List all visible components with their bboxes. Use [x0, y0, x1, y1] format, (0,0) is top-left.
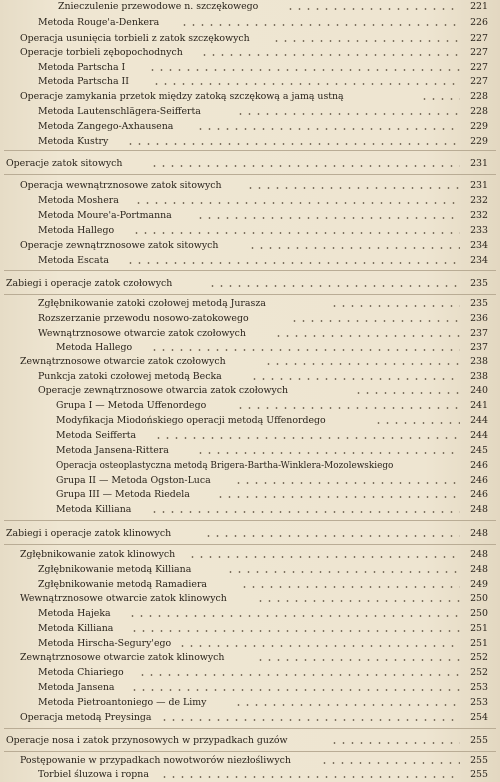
toc-entry [0, 735, 500, 747]
dot-leader [204, 535, 460, 537]
toc-entry [0, 504, 500, 516]
toc-entry [0, 33, 500, 45]
entry-title: Metoda Jansena [38, 682, 115, 693]
entry-title: Metoda Moshera [38, 195, 119, 206]
page-number: 244 [470, 415, 488, 426]
entry-title: Metoda Killiana [56, 504, 132, 515]
page-number: 235 [470, 298, 488, 309]
entry-title: Metoda Hallego [38, 225, 115, 236]
entry-title: Operacja metodą Preysinga [20, 712, 152, 723]
entry-title: Metoda Chiariego [38, 667, 124, 678]
page-number: 248 [470, 504, 488, 515]
dot-leader [274, 335, 460, 337]
toc-entry [0, 1, 500, 13]
page-number: 238 [470, 371, 488, 382]
toc-entry [0, 106, 500, 118]
dot-leader [150, 165, 460, 167]
dot-leader [188, 556, 460, 558]
page-number: 229 [470, 136, 488, 147]
entry-title: Operacja usunięcia torbieli z zatok szczękowych [20, 33, 250, 44]
page-number: 231 [470, 180, 488, 191]
page-number: 249 [470, 579, 488, 590]
toc-entry [0, 564, 500, 576]
dot-leader [330, 742, 460, 744]
dot-leader [150, 511, 460, 513]
toc-entry [0, 549, 500, 561]
toc-entry [0, 342, 500, 354]
dot-leader [130, 689, 460, 691]
entry-title: Metoda Partscha II [38, 76, 129, 87]
dot-leader [208, 285, 460, 287]
page-number: 233 [470, 225, 488, 236]
entry-title: Metoda Lautenschlägera-Seifferta [38, 106, 201, 117]
dot-leader [196, 452, 460, 454]
entry-title: Grupa III — Metoda Riedela [56, 489, 190, 500]
toc-entry [0, 755, 500, 767]
toc-entry [0, 158, 500, 170]
page-number: 236 [470, 313, 488, 324]
entry-title: Postępowanie w przypadkach nowotworów niezłośliwych [20, 755, 291, 766]
page-number: 238 [470, 356, 488, 367]
toc-entry [0, 210, 500, 222]
dot-leader [246, 187, 460, 189]
toc-entry [0, 195, 500, 207]
dot-leader [148, 69, 460, 71]
page-number: 253 [470, 697, 488, 708]
page-number: 251 [470, 638, 488, 649]
entry-title: Torbiel śluzowa i ropna [38, 769, 149, 780]
toc-entry [0, 667, 500, 679]
page-number: 227 [470, 76, 488, 87]
toc-entry [0, 76, 500, 88]
entry-title: Modyfikacja Miodońskiego operacji metodą Uffenordego [56, 415, 326, 426]
entry-title: Zewnątrznosowe otwarcie zatok czołowych [20, 356, 226, 367]
page-number: 237 [470, 342, 488, 353]
dot-leader [234, 482, 460, 484]
dot-leader [264, 363, 460, 365]
entry-title: Operacje torbieli zębopochodnych [20, 47, 183, 58]
toc-entry [0, 528, 500, 540]
page-number: 255 [470, 735, 488, 746]
page-number: 254 [470, 712, 488, 723]
entry-title: Zgłębnikowanie metodą Ramadiera [38, 579, 208, 590]
dot-leader [132, 232, 460, 234]
toc-entry [0, 255, 500, 267]
page-number: 241 [470, 400, 488, 411]
entry-title: Metoda Killiana [38, 623, 114, 634]
toc-entry [0, 593, 500, 605]
page-number: 250 [470, 593, 488, 604]
toc-entry [0, 385, 500, 397]
entry-title: Znieczulenie przewodowe n. szczękowego [58, 1, 259, 12]
dot-leader [150, 349, 460, 351]
page-number: 227 [470, 62, 488, 73]
entry-title: Wewnątrznosowe otwarcie zatok czołowych [38, 328, 246, 339]
entry-title: Wewnątrznosowe otwarcie zatok klinowych [20, 593, 227, 604]
page-number: 227 [470, 47, 488, 58]
entry-title: Zgłębnikowanie metodą Killiana [38, 564, 192, 575]
page-number: 234 [470, 240, 488, 251]
dot-leader [286, 8, 460, 10]
dot-leader [160, 719, 460, 721]
page-number: 221 [470, 1, 488, 12]
section-divider [4, 294, 496, 295]
page-number: 227 [470, 33, 488, 44]
toc-entry [0, 712, 500, 724]
page-number: 234 [470, 255, 488, 266]
page-number: 246 [470, 489, 488, 500]
entry-title: Operacja osteoplastyczna metodą Brigera-Bartha-Winklera-Mozolewskiego [56, 461, 394, 471]
page-number: 226 [470, 17, 488, 28]
toc-entry [0, 225, 500, 237]
toc-entry [0, 180, 500, 192]
entry-title: Operacje zatok sitowych [6, 158, 123, 169]
toc-entry [0, 460, 500, 472]
entry-title: Grupa II — Metoda Ogston-Luca [56, 475, 211, 486]
dot-leader [180, 24, 460, 26]
entry-title: Rozszerzanie przewodu nosowo-zatokowego [38, 313, 249, 324]
toc-entry [0, 445, 500, 457]
dot-leader [154, 437, 460, 439]
entry-title: Metoda Jansena-Rittera [56, 445, 169, 456]
toc-entry [0, 415, 500, 427]
section-divider [4, 728, 496, 729]
dot-leader [128, 615, 460, 617]
entry-title: Zabiegi i operacje zatok czołowych [6, 278, 173, 289]
page-number: 229 [470, 121, 488, 132]
toc-entry [0, 17, 500, 29]
toc-entry [0, 278, 500, 290]
entry-title: Operacje zewnątrznosowe otwarcia zatok czołowych [38, 385, 289, 396]
page-number: 244 [470, 430, 488, 441]
toc-entry [0, 608, 500, 620]
section-divider [4, 751, 496, 752]
entry-title: Zabiegi i operacje zatok klinowych [6, 528, 172, 539]
dot-leader [130, 630, 460, 632]
toc-entry [0, 313, 500, 325]
page-number: 253 [470, 682, 488, 693]
page-number: 250 [470, 608, 488, 619]
entry-title: Metoda Hajeka [38, 608, 111, 619]
section-divider [4, 544, 496, 545]
entry-title: Metoda Hirscha-Segury'ego [38, 638, 172, 649]
dot-leader [320, 762, 460, 764]
page-number: 231 [470, 158, 488, 169]
page-number: 251 [470, 623, 488, 634]
entry-title: Metoda Zangego-Axhausena [38, 121, 174, 132]
toc-entry [0, 623, 500, 635]
page-number: 237 [470, 328, 488, 339]
dot-leader [272, 40, 460, 42]
page-number: 232 [470, 210, 488, 221]
dot-leader [200, 54, 460, 56]
toc-entry [0, 91, 500, 103]
entry-title: Metoda Seifferta [56, 430, 137, 441]
dot-leader [256, 659, 460, 661]
dot-leader [126, 262, 460, 264]
dot-leader [420, 98, 460, 100]
toc-entry [0, 62, 500, 74]
toc-entry [0, 475, 500, 487]
page-number: 248 [470, 528, 488, 539]
section-divider [4, 520, 496, 521]
entry-title: Metoda Moure'a-Portmanna [38, 210, 172, 221]
entry-title: Operacje nosa i zatok przynosowych w przypadkach guzów [6, 735, 288, 746]
page-number: 252 [470, 652, 488, 663]
dot-leader [196, 217, 460, 219]
page-number: 255 [470, 769, 488, 780]
dot-leader [126, 143, 460, 145]
entry-title: Grupa I — Metoda Uffenordego [56, 400, 207, 411]
section-divider [4, 270, 496, 271]
toc-entry [0, 136, 500, 148]
entry-title: Punkcja zatoki czołowej metodą Becka [38, 371, 222, 382]
toc-entry [0, 47, 500, 59]
entry-title: Zewnątrznosowe otwarcie zatok klinowych [20, 652, 225, 663]
toc-entry [0, 652, 500, 664]
entry-title: Metoda Hallego [56, 342, 133, 353]
page-number: 252 [470, 667, 488, 678]
toc-entry [0, 371, 500, 383]
toc-entry [0, 682, 500, 694]
toc-entry [0, 356, 500, 368]
toc-entry [0, 638, 500, 650]
entry-title: Metoda Kustry [38, 136, 109, 147]
entry-title: Zgłębnikowanie zatok klinowych [20, 549, 176, 560]
dot-leader [226, 571, 460, 573]
toc-entry [0, 769, 500, 781]
dot-leader [290, 320, 460, 322]
toc-entry [0, 489, 500, 501]
page-number: 248 [470, 564, 488, 575]
entry-title: Zgłębnikowanie zatoki czołowej metodą Jurasza [38, 298, 266, 309]
toc-entry [0, 328, 500, 340]
dot-leader [138, 674, 460, 676]
page-number: 255 [470, 755, 488, 766]
dot-leader [216, 496, 460, 498]
entry-title: Metoda Partscha I [38, 62, 126, 73]
dot-leader [236, 113, 460, 115]
toc-entry [0, 121, 500, 133]
dot-leader [234, 704, 460, 706]
toc-entry [0, 430, 500, 442]
dot-leader [354, 392, 460, 394]
page-number: 245 [470, 445, 488, 456]
dot-leader [240, 586, 460, 588]
entry-title: Metoda Rouge'a-Denkera [38, 17, 160, 28]
page-number: 246 [470, 475, 488, 486]
dot-leader [178, 645, 460, 647]
entry-title: Operacje zewnątrznosowe zatok sitowych [20, 240, 219, 251]
page-number: 228 [470, 106, 488, 117]
entry-title: Operacja wewnątrznosowe zatok sitowych [20, 180, 222, 191]
page-number: 235 [470, 278, 488, 289]
section-divider [4, 150, 496, 151]
page-number: 228 [470, 91, 488, 102]
toc-entry [0, 240, 500, 252]
page-number: 232 [470, 195, 488, 206]
toc-entry [0, 697, 500, 709]
dot-leader [374, 422, 460, 424]
page-number: 246 [470, 460, 488, 471]
dot-leader [330, 305, 460, 307]
entry-title: Metoda Pietroantoniego — de Limy [38, 697, 207, 708]
entry-title: Metoda Escata [38, 255, 109, 266]
dot-leader [236, 407, 460, 409]
page-number: 240 [470, 385, 488, 396]
dot-leader [134, 202, 460, 204]
toc-entry [0, 298, 500, 310]
dot-leader [248, 247, 460, 249]
dot-leader [196, 128, 460, 130]
toc-entry [0, 579, 500, 591]
entry-title: Operacje zamykania przetok między zatoką szczękową a jamą ustną [20, 91, 344, 102]
toc-entry [0, 400, 500, 412]
page-number: 248 [470, 549, 488, 560]
dot-leader [250, 378, 460, 380]
dot-leader [160, 776, 460, 778]
dot-leader [152, 83, 460, 85]
dot-leader [256, 600, 460, 602]
section-divider [4, 174, 496, 175]
